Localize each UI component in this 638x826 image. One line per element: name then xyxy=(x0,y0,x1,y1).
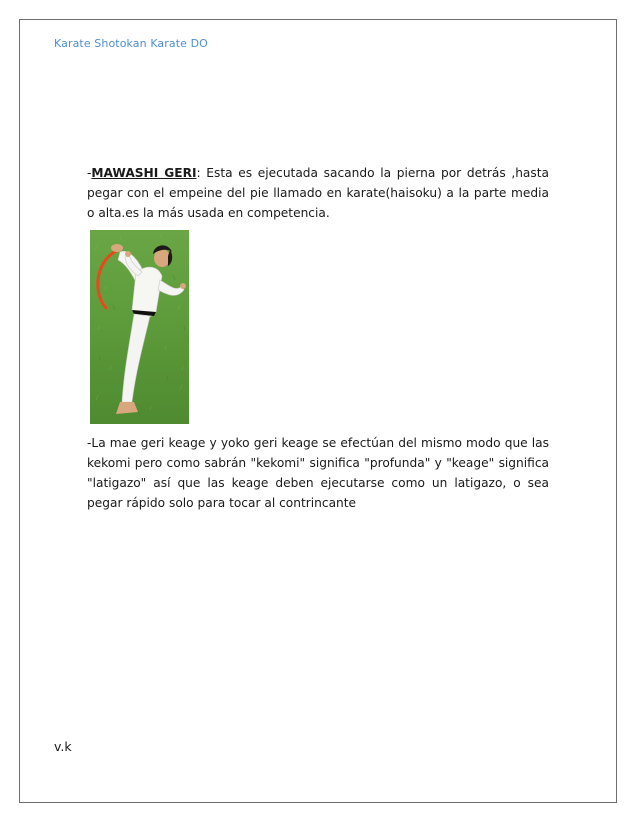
karateka-roundhouse-kick-photo xyxy=(90,230,189,424)
paragraph-body: : Esta es ejecutada sacando la pierna por detrás ,hasta pegar con el empeine del pie llamado en karate(haisoku) a la parte media o alta.es la más usada en competencia. xyxy=(87,166,549,220)
paragraph-mawashi-geri xyxy=(87,163,549,223)
footer-initials: v.k xyxy=(54,739,72,754)
paragraph-keage: -La mae geri keage y yoko geri keage se efectúan del mismo modo que las kekomi pero como sabrán "kekomi" significa "profunda" y "keage" significa "latigazo" así que las keage deben ejecutarse como un latigazo, o sea pegar rápido solo para tocar al contrincante xyxy=(87,436,549,510)
term-mawashi-geri: MAWASHI GERI xyxy=(91,166,197,180)
paragraph-prefix: - xyxy=(87,166,92,180)
page-header: Karate Shotokan Karate DO xyxy=(54,37,208,50)
